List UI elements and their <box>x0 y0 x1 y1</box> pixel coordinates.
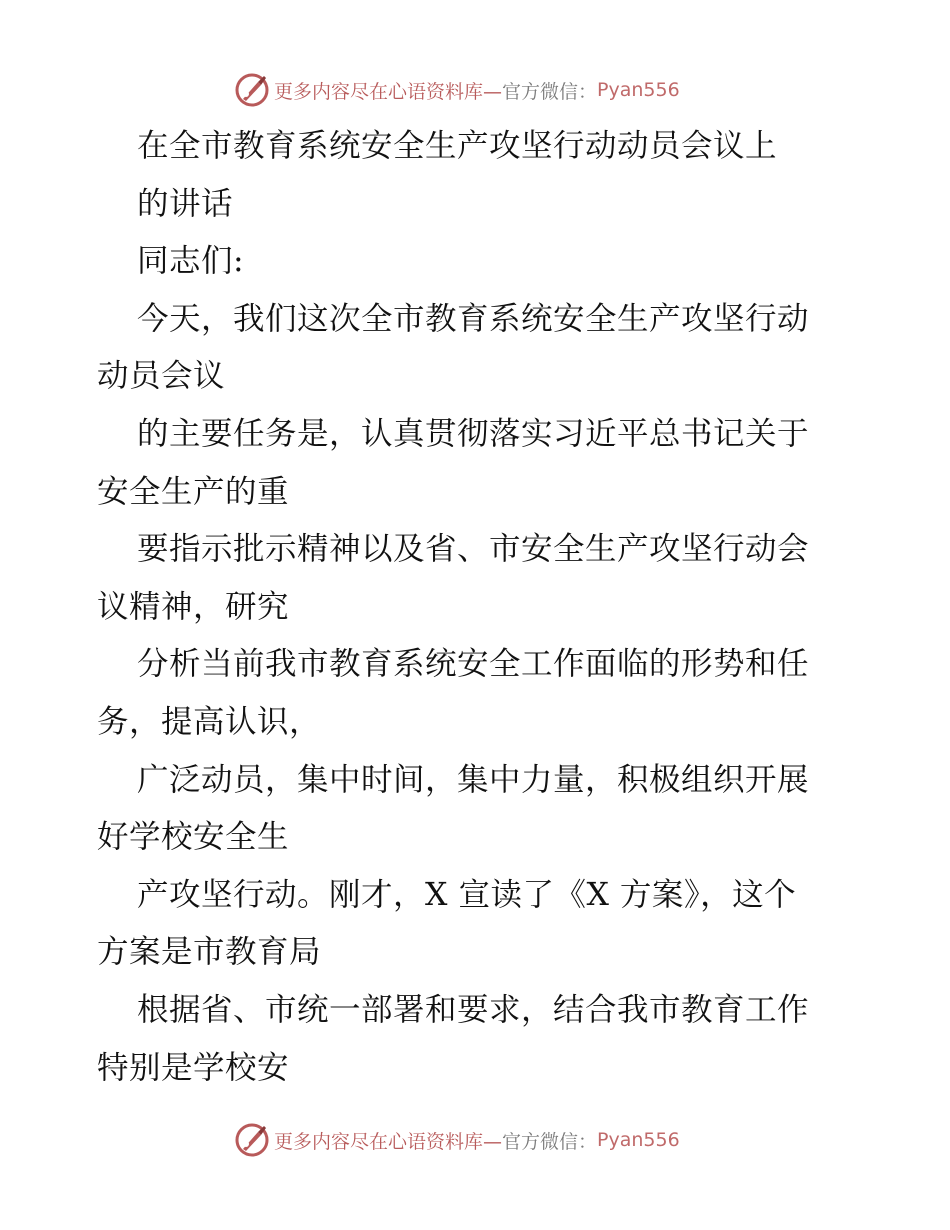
text-line: 好学校安全生 <box>97 819 290 856</box>
text-line: 特别是学校安 <box>97 1049 290 1086</box>
document-title-line-2: 的讲话 <box>137 185 234 222</box>
quill-pen-circle-icon <box>234 1122 270 1158</box>
banner-main-text: 更多内容尽在心语资料库— <box>274 1130 503 1153</box>
text-line: 产攻坚行动。刚才，X 宣读了《X 方案》，这个 <box>137 876 797 913</box>
paragraph-lines <box>97 291 857 1097</box>
salutation: 同志们: <box>137 243 245 280</box>
text-line: 分析当前我市教育系统安全工作面临的形势和任 <box>137 646 810 683</box>
text-line: 今天，我们这次全市教育系统安全生产攻坚行动 <box>137 300 810 337</box>
banner-wechat-id: Pyan556 <box>597 79 680 101</box>
text-line: 根据省、市统一部署和要求，结合我市教育工作 <box>137 991 810 1028</box>
text-line: 务，提高认识， <box>97 703 322 740</box>
banner-wechat-label: 官方微信： <box>502 80 598 103</box>
text-line: 安全生产的重 <box>97 473 290 510</box>
document-title-line-1: 在全市教育系统安全生产攻坚行动动员会议上 <box>137 128 778 164</box>
banner-wechat-id: Pyan556 <box>597 1129 680 1151</box>
text-line: 动员会议 <box>97 358 226 395</box>
quill-pen-circle-icon <box>234 72 270 108</box>
text-line: 方案是市教育局 <box>97 934 322 971</box>
banner-wechat-label: 官方微信： <box>502 1130 598 1153</box>
text-line: 议精神，研究 <box>97 588 290 625</box>
header-watermark-banner <box>234 70 680 110</box>
document-body <box>97 118 857 1097</box>
footer-watermark-banner <box>234 1120 680 1160</box>
text-line: 广泛动员，集中时间，集中力量，积极组织开展 <box>137 761 810 798</box>
banner-main-text: 更多内容尽在心语资料库— <box>274 80 503 103</box>
text-line: 要指示批示精神以及省、市安全生产攻坚行动会 <box>137 531 810 568</box>
text-line: 的主要任务是，认真贯彻落实习近平总书记关于 <box>137 415 810 452</box>
